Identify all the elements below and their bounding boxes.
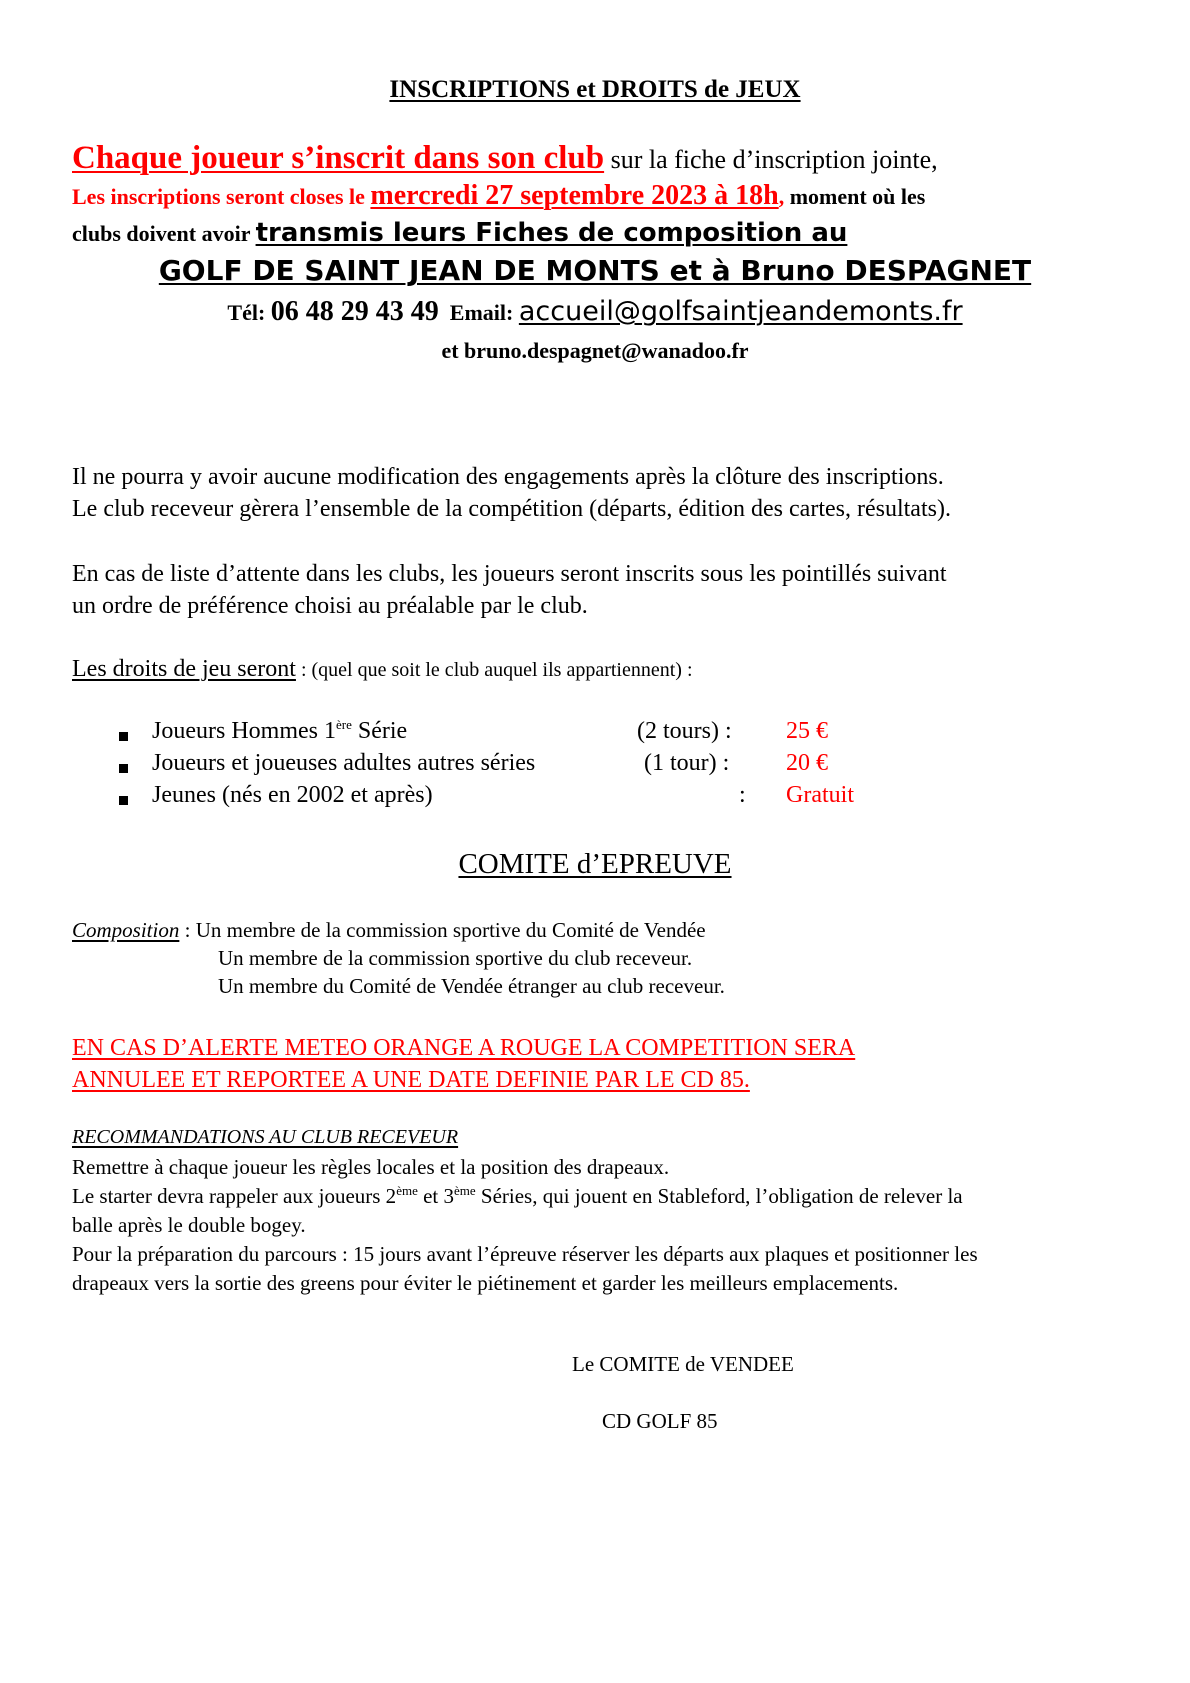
signature-cd-golf: CD GOLF 85 xyxy=(602,1409,718,1433)
reco-line-1: Remettre à chaque joueur les règles locales et la position des drapeaux. xyxy=(72,1155,670,1179)
email2-line: et bruno.despagnet@wanadoo.fr xyxy=(441,338,749,363)
signature-comite: Le COMITE de VENDEE xyxy=(572,1352,794,1376)
fee-rounds-2: (1 tour) : xyxy=(644,750,730,776)
reco-line-2: Le starter devra rappeler aux joueurs 2ème et 3ème Séries, qui jouent en Stableford, l’obligation de relever la xyxy=(72,1183,963,1208)
fee-label-1: Joueurs Hommes 1ère Série xyxy=(152,717,408,744)
fee-label-3: Jeunes (nés en 2002 et après) xyxy=(152,782,433,808)
bullet-icon xyxy=(119,732,128,741)
fee-rounds-1: (2 tours) : xyxy=(637,718,732,744)
clubs-prefix: clubs doivent avoir xyxy=(72,221,256,246)
composition-line-3: Un membre du Comité de Vendée étranger au club receveur. xyxy=(218,974,725,998)
fee-price-3: Gratuit xyxy=(786,782,854,808)
email-link[interactable]: accueil@golfsaintjeandemonts.fr xyxy=(518,296,963,327)
clubs-line xyxy=(72,218,847,248)
intro-lead-rest: sur la fiche d’inscription jointe, xyxy=(604,145,938,174)
intro-lead-line xyxy=(72,140,938,177)
page-title: INSCRIPTIONS et DROITS de JEUX xyxy=(389,76,801,103)
fee-label-2: Joueurs et joueuses adultes autres séries xyxy=(152,750,536,776)
paragraph-line: un ordre de préférence choisi au préalable par le club. xyxy=(72,593,588,619)
fee-price-2: 20 € xyxy=(786,750,828,776)
closing-comma: , xyxy=(778,184,785,209)
paragraph-modification xyxy=(72,461,951,525)
tel-label: Tél: xyxy=(227,300,266,325)
composition-line-1: Composition : Un membre de la commission sportive du Comité de Vendée xyxy=(72,918,706,942)
weather-alert-line-2: ANNULEE ET REPORTEE A UNE DATE DEFINIE PAR LE CD 85. xyxy=(72,1067,750,1093)
weather-alert-line-1: EN CAS D’ALERTE METEO ORANGE A ROUGE LA COMPETITION SERA xyxy=(72,1035,856,1061)
fees-heading: Les droits de jeu seront : (quel que soit le club auquel ils appartiennent) : xyxy=(72,656,693,682)
fee-rounds-3: : xyxy=(739,782,746,808)
reco-line-3: balle après le double bogey. xyxy=(72,1213,306,1237)
reco-line-5: drapeaux vers la sortie des greens pour éviter le piétinement et garder les meilleurs emplacements. xyxy=(72,1271,899,1295)
contact-line xyxy=(0,296,1190,328)
closing-date: mercredi 27 septembre 2023 à 18h xyxy=(370,180,779,211)
paragraph-waiting-list xyxy=(72,558,947,622)
bullet-icon xyxy=(119,764,128,773)
reco-title: RECOMMANDATIONS AU CLUB RECEVEUR xyxy=(72,1126,459,1148)
bullet-icon xyxy=(119,796,128,805)
closing-suffix: moment où les xyxy=(784,184,926,209)
clubs-transmit: transmis leurs Fiches de composition au xyxy=(255,218,848,248)
closing-line xyxy=(72,180,925,212)
golf-line: GOLF DE SAINT JEAN DE MONTS et à Bruno DESPAGNET xyxy=(158,254,1032,287)
paragraph-line: Il ne pourra y avoir aucune modification des engagements après la clôture des inscriptions. xyxy=(72,464,944,490)
composition-label: Composition xyxy=(72,918,180,942)
paragraph-line: En cas de liste d’attente dans les clubs, les joueurs seront inscrits sous les pointillés suivant xyxy=(72,561,947,587)
comite-heading: COMITE d’EPREUVE xyxy=(458,848,732,880)
intro-lead: Chaque joueur s’inscrit dans son club xyxy=(72,140,605,176)
composition-line-2: Un membre de la commission sportive du club receveur. xyxy=(218,946,693,970)
email-label: Email: xyxy=(449,300,514,325)
fee-price-1: 25 € xyxy=(786,718,828,744)
reco-line-4: Pour la préparation du parcours : 15 jours avant l’épreuve réserver les départs aux plaques et positionner les xyxy=(72,1242,978,1266)
paragraph-line: Le club receveur gèrera l’ensemble de la compétition (départs, édition des cartes, résultats). xyxy=(72,496,951,522)
tel-number: 06 48 29 43 49 xyxy=(270,296,439,327)
closing-prefix: Les inscriptions seront closes le xyxy=(72,184,371,209)
